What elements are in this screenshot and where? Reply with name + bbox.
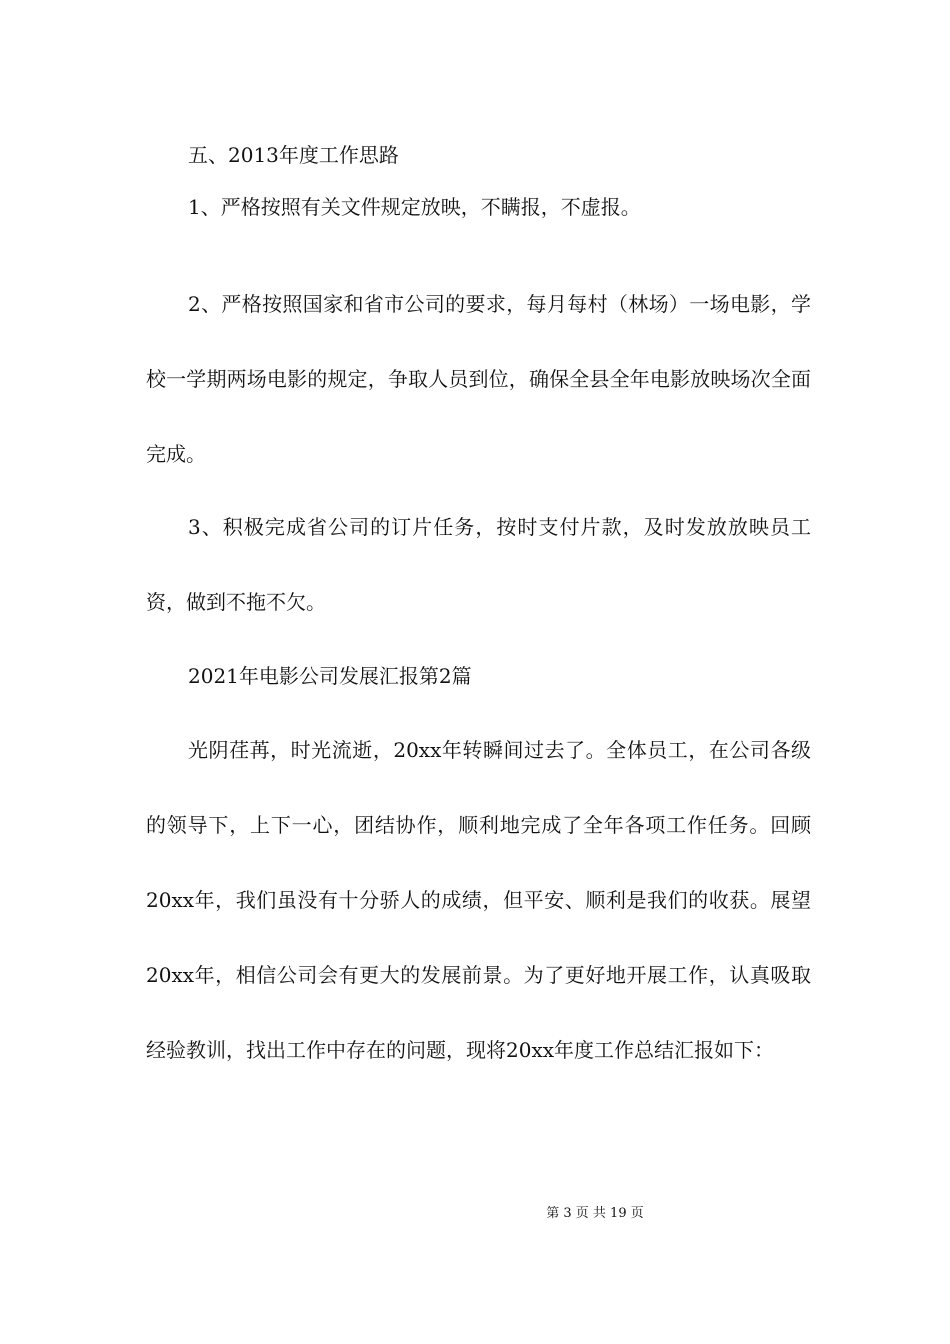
paragraph-item-1: 1、严格按照有关文件规定放映，不瞒报，不虚报。 <box>188 195 641 219</box>
article-title: 2021年电影公司发展汇报第2篇 <box>188 664 472 688</box>
paragraph-item-2: 2、严格按照国家和省市公司的要求，每月每村（林场）一场电影，学校一学期两场电影的规定，争取人员到位，确保全县全年电影放映场次全面完成。 <box>146 292 811 466</box>
section-heading: 五、2013年度工作思路 <box>188 143 399 167</box>
body-paragraph: 光阴荏苒，时光流逝，20xx年转瞬间过去了。全体员工，在公司各级的领导下，上下一心，团结协作，顺利地完成了全年各项工作任务。回顾20xx年，我们虽没有十分骄人的成绩，但平安、顺利是我们的收获。展望20xx年，相信公司会有更大的发展前景。为了更好地开展工作，认真吸取经验教训，找出工作中存在的问题，现将20xx年度工作总结汇报如下： <box>146 738 811 1062</box>
paragraph-item-3: 3、积极完成省公司的订片任务，按时支付片款，及时发放放映员工资，做到不拖不欠。 <box>146 515 811 614</box>
page-footer: 第 3 页 共 19 页 <box>546 1206 644 1221</box>
